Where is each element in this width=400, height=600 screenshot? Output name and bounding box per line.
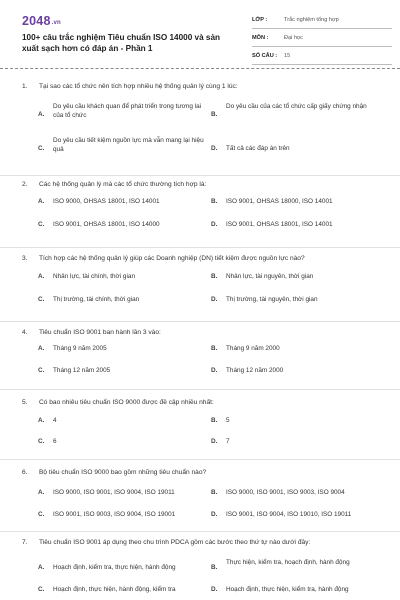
- option-letter: A.: [38, 417, 45, 424]
- option-letter: D.: [211, 296, 218, 303]
- question-text: [22, 82, 382, 91]
- option-text: ISO 9000, ISO 9001, ISO 9003, ISO 9004: [226, 489, 345, 496]
- option-letter: B.: [211, 111, 218, 118]
- question-number: 5.: [22, 399, 28, 406]
- option-text: Nhân lực, tài chính, thời gian: [53, 273, 136, 280]
- option-text: Tất cả các đáp án trên: [226, 145, 290, 152]
- question-number: 2.: [22, 181, 28, 188]
- option-text: Thị trường, tài nguyên, thời gian: [226, 296, 318, 303]
- question-text: [22, 398, 382, 407]
- question-item: [0, 322, 400, 390]
- meta-row-class: [252, 14, 392, 29]
- site-logo[interactable]: [22, 14, 61, 28]
- option-letter: A.: [38, 111, 45, 118]
- logo-suffix: .vn: [51, 20, 61, 26]
- question-prompt: Tiêu chuẩn ISO 9001 ban hành lần 3 vào:: [39, 329, 161, 336]
- question-number: 1.: [22, 83, 28, 90]
- option-text: ISO 9000, ISO 9001, ISO 9004, ISO 19011: [53, 489, 175, 496]
- logo-text: 2048: [22, 14, 51, 28]
- question-number: 3.: [22, 255, 28, 262]
- meta-value: Trắc nghiệm tổng hợp: [284, 17, 339, 23]
- option-letter: A.: [38, 345, 45, 352]
- question-prompt: Tại sao các tổ chức nên tích hợp nhiều hệ thống quản lý cùng 1 lúc:: [39, 83, 238, 90]
- option-text: Hoạch định, kiểm tra, thực hiện, hành động: [53, 564, 176, 571]
- option-letter: D.: [211, 145, 218, 152]
- meta-key: MÔN :: [252, 35, 269, 41]
- question-prompt: Có bao nhiêu tiêu chuẩn ISO 9000 được đề cập nhiều nhất:: [39, 399, 214, 406]
- option-text: ISO 9001, OHSAS 18001, ISO 14000: [53, 221, 160, 228]
- option-letter: D.: [211, 586, 218, 593]
- document-header: [0, 0, 400, 66]
- option-letter: A.: [38, 273, 45, 280]
- question-text: [22, 468, 382, 477]
- question-text: [22, 328, 382, 337]
- question-item: [0, 532, 400, 600]
- option-text: ISO 9001, ISO 9004, ISO 19010, ISO 19011: [226, 511, 352, 518]
- option-letter: D.: [211, 221, 218, 228]
- option-letter: C.: [38, 221, 45, 228]
- meta-value: Đại học: [284, 35, 303, 41]
- option-text: Tháng 12 năm 2005: [53, 367, 111, 374]
- option-text: Do yêu cầu tiết kiệm nguồn lực mà vẫn mang lại hiệu quả: [53, 137, 204, 153]
- question-text: [22, 538, 382, 547]
- question-item: [0, 176, 400, 248]
- option-text: Thực hiện, kiểm tra, hoạch định, hành động: [226, 559, 350, 566]
- document-title: 100+ câu trắc nghiệm Tiêu chuẩn ISO 14000 và sản xuất sạch hơn có đáp án - Phần 1: [22, 33, 221, 53]
- question-number: 6.: [22, 469, 28, 476]
- meta-key: LỚP :: [252, 17, 268, 23]
- option-text: Nhân lực, tài nguyên, thời gian: [226, 273, 314, 280]
- option-letter: B.: [211, 489, 218, 496]
- question-prompt: Các hệ thống quản lý mà các tổ chức thường tích hợp là:: [39, 181, 207, 188]
- option-letter: C.: [38, 586, 45, 593]
- option-letter: A.: [38, 198, 45, 205]
- option-letter: A.: [38, 489, 45, 496]
- meta-row-count: [252, 50, 392, 65]
- question-prompt: Bộ tiêu chuẩn ISO 9000 bao gồm những tiêu chuẩn nào?: [39, 469, 207, 476]
- question-number: 7.: [22, 539, 28, 546]
- meta-panel: [252, 14, 392, 68]
- meta-value: 15: [284, 53, 291, 59]
- question-item: [0, 78, 400, 176]
- option-letter: A.: [38, 564, 45, 571]
- question-item: [0, 390, 400, 460]
- question-list: [0, 78, 400, 600]
- option-text: Do yêu cầu của các tổ chức cấp giấy chứng nhận: [226, 103, 367, 110]
- meta-row-subject: [252, 32, 392, 47]
- option-text: ISO 9001, OHSAS 18001, ISO 14001: [226, 221, 333, 228]
- header-divider: [0, 68, 400, 69]
- option-letter: B.: [211, 345, 218, 352]
- option-letter: C.: [38, 438, 45, 445]
- option-text: 5: [226, 417, 230, 424]
- option-text: ISO 9001, ISO 9003, ISO 9004, ISO 19001: [53, 511, 176, 518]
- option-text: ISO 9001, OHSAS 18000, ISO 14001: [226, 198, 333, 205]
- option-text: Tháng 12 năm 2000: [226, 367, 284, 374]
- option-text: 6: [53, 438, 57, 445]
- option-letter: D.: [211, 511, 218, 518]
- option-letter: C.: [38, 145, 45, 152]
- option-text: Hoạch định, thực hiện, kiểm tra, hành động: [226, 586, 349, 593]
- question-prompt: Tiêu chuẩn ISO 9001 áp dụng theo chu trình PDCA gồm các bước theo thứ tự nào dưới đây:: [39, 539, 311, 546]
- option-text: Thị trường, tài chính, thời gian: [53, 296, 140, 303]
- option-text: Hoạch định, thực hiện, hành động, kiểm tra: [53, 586, 176, 593]
- option-text: 4: [53, 417, 57, 424]
- option-letter: B.: [211, 198, 218, 205]
- question-text: [22, 180, 382, 189]
- option-text: Do yêu cầu khách quan để phát triển trong tương lai của tổ chức: [53, 103, 202, 119]
- option-text: 7: [226, 438, 230, 445]
- option-letter: B.: [211, 273, 218, 280]
- option-letter: D.: [211, 367, 218, 374]
- option-letter: C.: [38, 511, 45, 518]
- option-text: Tháng 9 năm 2005: [53, 345, 107, 352]
- option-letter: D.: [211, 438, 218, 445]
- question-number: 4.: [22, 329, 28, 336]
- option-letter: B.: [211, 564, 218, 571]
- option-letter: B.: [211, 417, 218, 424]
- question-item: [0, 248, 400, 322]
- question-prompt: Tích hợp các hệ thống quản lý giúp các Doanh nghiệp (DN) tiết kiệm được nguồn lực nào?: [39, 255, 305, 262]
- option-letter: C.: [38, 296, 45, 303]
- question-text: [22, 254, 382, 263]
- option-letter: C.: [38, 367, 45, 374]
- option-text: Tháng 9 năm 2000: [226, 345, 280, 352]
- meta-key: SỐ CÂU :: [252, 53, 278, 59]
- option-text: ISO 9000, OHSAS 18001, ISO 14001: [53, 198, 160, 205]
- question-item: [0, 460, 400, 532]
